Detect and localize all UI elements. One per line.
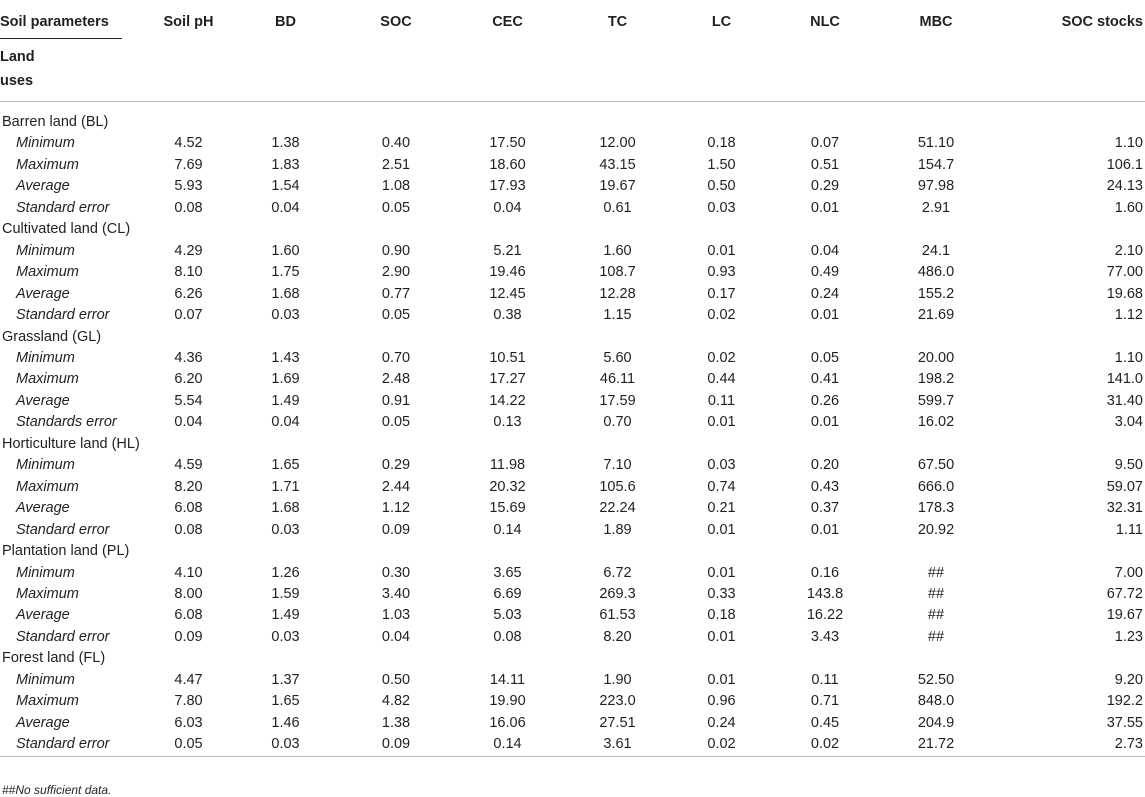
table-cell: 0.18 (707, 135, 736, 152)
table-cell: 4.29 (174, 242, 203, 259)
table-body (0, 102, 1145, 757)
table-cell: 1.89 (603, 521, 632, 538)
table-cell: 12.45 (489, 285, 526, 302)
table-cell: 2.73 (1005, 734, 1145, 756)
stat-label: Standard error (16, 199, 110, 216)
table-cell: 0.20 (810, 457, 840, 474)
soil-parameters-table (0, 10, 1145, 757)
table-cell: ## (927, 585, 945, 602)
table-cell: 24.1 (921, 242, 951, 259)
table-row (0, 691, 1145, 712)
table-cell: 0.71 (810, 693, 840, 710)
table-row (0, 155, 1145, 176)
table-cell: 24.13 (1106, 178, 1143, 195)
table-cell: 178.3 (917, 500, 955, 517)
table-cell: 2.90 (381, 264, 411, 281)
table-cell: 0.01 (810, 414, 840, 431)
table-cell: 1.37 (271, 671, 300, 688)
table-cell: 1.38 (271, 135, 300, 152)
table-cell: 0.08 (174, 521, 203, 538)
table-cell: 7.10 (603, 457, 632, 474)
table-cell: 0.91 (381, 392, 411, 409)
group-label: Cultivated land (CL) (2, 221, 131, 238)
table-cell: 198.2 (917, 371, 955, 388)
table-cell: 192.2 (1106, 693, 1143, 710)
table-cell: 0.11 (707, 392, 736, 409)
col-header-nlc: NLC (810, 14, 840, 30)
table-cell: 0.50 (707, 178, 736, 195)
table-cell: 2.51 (381, 156, 411, 173)
table-cell: 0.70 (603, 414, 632, 431)
table-cell: 0.04 (271, 414, 300, 431)
table-cell: 0.33 (707, 585, 736, 602)
table-cell: 269.3 (599, 585, 636, 602)
table-cell: 154.7 (917, 156, 955, 173)
table-cell: 2.44 (381, 478, 411, 495)
table-cell: 0.45 (810, 714, 840, 731)
table-cell: 0.03 (245, 734, 352, 756)
table-cell: 1.08 (381, 178, 411, 195)
stat-label: Minimum (16, 135, 75, 152)
table-cell: 1.83 (271, 156, 300, 173)
table-cell: 17.27 (489, 371, 526, 388)
group-row (0, 434, 1145, 455)
table-cell: 1.11 (1115, 521, 1143, 538)
footnote: ##No sufficient data. (2, 783, 112, 797)
stat-label: Minimum (16, 349, 75, 366)
table-cell: 105.6 (599, 478, 636, 495)
table-cell: 848.0 (917, 693, 955, 710)
stat-label: Standard error (16, 628, 110, 645)
table-cell: 4.47 (174, 671, 203, 688)
table-cell: 16.22 (806, 607, 844, 624)
header-stub (0, 10, 158, 102)
group-row (0, 648, 1145, 669)
table-cell: 9.20 (1114, 671, 1143, 688)
col-header-soil-ph: Soil pH (163, 14, 214, 30)
table-cell: 0.74 (707, 478, 736, 495)
table-row (0, 563, 1145, 584)
table-cell: 0.03 (707, 199, 736, 216)
group-row (0, 102, 1145, 134)
stat-label: Maximum (16, 693, 79, 710)
table-cell: 155.2 (917, 285, 955, 302)
table-cell: 141.0 (1106, 371, 1143, 388)
table-cell: ## (927, 628, 945, 645)
table-cell: 14.22 (489, 392, 526, 409)
table-cell: ## (927, 564, 945, 581)
table-cell: 1.54 (271, 178, 300, 195)
table-cell: 1.60 (603, 242, 632, 259)
table-cell: 5.03 (493, 607, 522, 624)
table-cell: 1.75 (271, 264, 300, 281)
table-cell: 0.49 (810, 264, 840, 281)
table-cell: 0.21 (707, 500, 736, 517)
table-cell: 0.07 (174, 307, 203, 324)
col-header-mbc: MBC (919, 14, 953, 30)
table-cell: 0.08 (493, 628, 522, 645)
table-cell: 0.90 (381, 242, 411, 259)
stat-label: Average (16, 500, 70, 517)
table-cell: 1.12 (381, 500, 411, 517)
table-cell: 0.01 (707, 414, 736, 431)
table-cell: 1.15 (603, 307, 632, 324)
table-cell: 0.05 (810, 349, 840, 366)
table-row (0, 477, 1145, 498)
table-cell: 37.55 (1106, 714, 1143, 731)
table-cell: 77.00 (1106, 264, 1143, 281)
table-cell: 0.44 (707, 371, 736, 388)
table-cell: 0.09 (352, 734, 466, 756)
table-cell: 1.38 (381, 714, 411, 731)
group-label: Barren land (BL) (2, 114, 109, 130)
table-cell: 0.01 (707, 564, 736, 581)
table-cell: ## (927, 607, 945, 624)
group-label: Grassland (GL) (2, 328, 102, 345)
table-row (0, 734, 1145, 756)
table-cell: 1.59 (271, 585, 300, 602)
group-row (0, 541, 1145, 562)
table-cell: 17.50 (489, 135, 526, 152)
table-cell: 1.46 (271, 714, 300, 731)
table-cell: 0.40 (381, 135, 411, 152)
table-cell: 108.7 (599, 264, 636, 281)
table-cell: 0.14 (493, 521, 522, 538)
table-cell: 1.43 (271, 349, 300, 366)
table-row (0, 412, 1145, 433)
table-cell: 0.03 (707, 457, 736, 474)
table-cell: 0.05 (381, 307, 411, 324)
table-cell: 0.04 (810, 242, 840, 259)
stat-label: Minimum (16, 564, 75, 581)
col-header-soc: SOC (380, 14, 412, 30)
table-cell: 17.93 (489, 178, 526, 195)
table-cell: 0.61 (603, 199, 632, 216)
table-cell: 6.08 (174, 500, 203, 517)
group-row (0, 327, 1145, 348)
table-cell: 1.10 (1114, 349, 1143, 366)
group-label: Horticulture land (HL) (2, 435, 140, 452)
table-cell: 0.02 (686, 734, 783, 756)
col-header-cec: CEC (492, 14, 523, 30)
table-cell: 1.68 (271, 285, 300, 302)
stat-label: Maximum (16, 478, 79, 495)
table-cell: 0.01 (707, 521, 736, 538)
table-row (0, 284, 1145, 305)
table-cell: 4.82 (381, 693, 411, 710)
table-cell: 14.11 (489, 671, 526, 688)
table-row (0, 305, 1145, 326)
table-cell: 3.43 (810, 628, 840, 645)
table-cell: 1.65 (271, 457, 300, 474)
table-cell: 6.08 (174, 607, 203, 624)
table-cell: 12.28 (599, 285, 636, 302)
table-cell: 16.06 (489, 714, 526, 731)
table-cell: 0.43 (810, 478, 840, 495)
table-row (0, 133, 1145, 154)
stat-label: Minimum (16, 242, 75, 259)
table-cell: 9.50 (1114, 457, 1143, 474)
table-row (0, 391, 1145, 412)
table-cell: 6.03 (174, 714, 203, 731)
stat-label: Standard error (0, 734, 158, 756)
table-cell: 61.53 (599, 607, 636, 624)
table-cell: 4.36 (174, 349, 203, 366)
table-cell: 6.20 (174, 371, 203, 388)
table-cell: 0.18 (707, 607, 736, 624)
table-cell: 1.68 (271, 500, 300, 517)
table-cell: 599.7 (917, 392, 955, 409)
stat-label: Average (16, 607, 70, 624)
table-cell: 0.01 (810, 199, 840, 216)
table-cell: 4.10 (174, 564, 203, 581)
table-cell: 1.50 (707, 156, 736, 173)
table-cell: 204.9 (917, 714, 955, 731)
stat-label: Standard error (16, 307, 110, 324)
table-cell: 0.38 (493, 307, 522, 324)
table-cell: 22.24 (599, 500, 636, 517)
table-cell: 0.01 (810, 521, 840, 538)
table-cell: 0.08 (174, 199, 203, 216)
table-cell: 0.04 (174, 414, 203, 431)
table-cell: 0.93 (707, 264, 736, 281)
table-row (0, 198, 1145, 219)
table-cell: 0.05 (381, 414, 411, 431)
table-cell: 4.52 (174, 135, 203, 152)
table-cell: 0.17 (707, 285, 736, 302)
table-row (0, 262, 1145, 283)
table-cell: 2.91 (921, 199, 951, 216)
table-cell: 32.31 (1106, 500, 1143, 517)
table-cell: 19.67 (1106, 607, 1143, 624)
table-cell: 0.24 (810, 285, 840, 302)
table-cell: 0.96 (707, 693, 736, 710)
table-cell: 5.21 (493, 242, 522, 259)
table-cell: 7.80 (174, 693, 203, 710)
param-label: Soil parameters (0, 10, 122, 39)
table-cell: 2.10 (1114, 242, 1143, 259)
table-cell: 0.05 (158, 734, 245, 756)
table-cell: 19.90 (489, 693, 526, 710)
table-row (0, 241, 1145, 262)
table-cell: 0.29 (810, 178, 840, 195)
table-cell: 8.00 (174, 585, 203, 602)
group-row (0, 219, 1145, 240)
table-header (0, 10, 1145, 102)
table-cell: 1.65 (271, 693, 300, 710)
table-cell: 0.02 (783, 734, 893, 756)
table-cell: 106.1 (1106, 156, 1143, 173)
table-cell: 97.98 (917, 178, 955, 195)
table-cell: 0.13 (493, 414, 522, 431)
table-cell: 11.98 (489, 457, 526, 474)
col-header-bd: BD (275, 14, 296, 30)
table-cell: 43.15 (599, 156, 636, 173)
stat-label: Minimum (16, 671, 75, 688)
table-row (0, 627, 1145, 648)
table-cell: 6.69 (493, 585, 522, 602)
table-cell: 21.72 (893, 734, 1005, 756)
table-cell: 19.68 (1106, 285, 1143, 302)
uses-label: Land uses (0, 49, 35, 89)
table-cell: 0.11 (811, 671, 839, 688)
table-cell: 1.23 (1114, 628, 1143, 645)
table-cell: 5.60 (603, 349, 632, 366)
table-cell: 10.51 (489, 349, 526, 366)
table-cell: 3.04 (1114, 414, 1143, 431)
table-cell: 1.10 (1114, 135, 1143, 152)
table-cell: 8.20 (174, 478, 203, 495)
stat-label: Maximum (16, 264, 79, 281)
table-cell: 1.71 (271, 478, 300, 495)
table-cell: 5.54 (174, 392, 203, 409)
stat-label: Minimum (16, 457, 75, 474)
table-cell: 20.32 (489, 478, 526, 495)
table-cell: 1.90 (603, 671, 632, 688)
table-row (0, 605, 1145, 626)
table-row (0, 520, 1145, 541)
table-cell: 3.40 (381, 585, 411, 602)
table-cell: 0.07 (810, 135, 840, 152)
header-row (0, 10, 1145, 102)
table-cell: 0.37 (810, 500, 840, 517)
table-cell: 666.0 (917, 478, 955, 495)
stat-label: Average (16, 714, 70, 731)
table-cell: 0.02 (707, 349, 736, 366)
col-header-lc: LC (711, 14, 732, 30)
table-cell: 0.14 (466, 734, 575, 756)
stat-label: Maximum (16, 585, 79, 602)
table-cell: 0.30 (381, 564, 411, 581)
table-row (0, 348, 1145, 369)
table-cell: 0.05 (381, 199, 411, 216)
table-cell: 1.49 (271, 607, 300, 624)
table-cell: 143.8 (806, 585, 844, 602)
table-cell: 0.02 (707, 307, 736, 324)
table-cell: 0.24 (707, 714, 736, 731)
stat-label: Standards error (16, 414, 117, 431)
table-cell: 0.01 (707, 242, 736, 259)
table-cell: 223.0 (599, 693, 636, 710)
group-label: Forest land (FL) (2, 650, 106, 667)
table-cell: 0.77 (381, 285, 411, 302)
stat-label: Maximum (16, 371, 79, 388)
table-cell: 0.09 (174, 628, 203, 645)
table-cell: 1.49 (271, 392, 300, 409)
table-cell: 0.50 (381, 671, 411, 688)
table-cell: 52.50 (917, 671, 955, 688)
table-cell: 0.16 (810, 564, 840, 581)
table-cell: 20.92 (917, 521, 955, 538)
col-header-soc-stocks: SOC stocks (1061, 14, 1143, 30)
col-header-tc: TC (607, 14, 628, 30)
table-cell: 0.04 (493, 199, 522, 216)
table-cell: 20.00 (917, 349, 955, 366)
table-cell: 0.01 (707, 628, 736, 645)
table-cell: 7.00 (1114, 564, 1143, 581)
table-cell: 12.00 (599, 135, 636, 152)
group-label: Plantation land (PL) (2, 543, 130, 560)
table-cell: 18.60 (489, 156, 526, 173)
table-cell: 67.72 (1106, 585, 1143, 602)
table-row (0, 584, 1145, 605)
table-cell: 6.26 (174, 285, 203, 302)
stat-label: Average (16, 392, 70, 409)
table-cell: 0.03 (271, 521, 300, 538)
table-cell: 3.65 (493, 564, 522, 581)
table-cell: 19.67 (599, 178, 636, 195)
table-cell: 7.69 (174, 156, 203, 173)
table-cell: 486.0 (917, 264, 955, 281)
stat-label: Average (16, 285, 70, 302)
table-row (0, 713, 1145, 734)
table-cell: 1.60 (1114, 199, 1143, 216)
table-cell: 67.50 (917, 457, 955, 474)
table-cell: 6.72 (603, 564, 632, 581)
table-cell: 0.01 (707, 671, 736, 688)
table-row (0, 176, 1145, 197)
table-cell: 8.10 (174, 264, 203, 281)
table-row (0, 498, 1145, 519)
table-cell: 5.93 (174, 178, 203, 195)
table-cell: 0.04 (271, 199, 300, 216)
table-cell: 3.61 (575, 734, 686, 756)
table-cell: 8.20 (603, 628, 632, 645)
table-cell: 0.29 (381, 457, 411, 474)
table-cell: 1.69 (271, 371, 300, 388)
table-cell: 0.41 (810, 371, 840, 388)
table-cell: 0.03 (271, 307, 300, 324)
table-cell: 0.70 (381, 349, 411, 366)
table-row (0, 455, 1145, 476)
table-cell: 0.04 (381, 628, 411, 645)
table-cell: 1.12 (1114, 307, 1143, 324)
table-cell: 0.09 (381, 521, 411, 538)
table-row (0, 369, 1145, 390)
table-cell: 1.60 (271, 242, 300, 259)
table-cell: 1.03 (381, 607, 411, 624)
table-cell: 31.40 (1106, 392, 1143, 409)
table-cell: 2.48 (381, 371, 411, 388)
table-cell: 27.51 (599, 714, 636, 731)
table-cell: 19.46 (489, 264, 526, 281)
table-cell: 0.01 (810, 307, 840, 324)
table-cell: 1.26 (271, 564, 300, 581)
table-row (0, 670, 1145, 691)
table-cell: 17.59 (599, 392, 636, 409)
table-cell: 4.59 (174, 457, 203, 474)
table-cell: 46.11 (599, 371, 636, 388)
stat-label: Maximum (16, 156, 79, 173)
table-cell: 21.69 (917, 307, 955, 324)
table-cell: 59.07 (1106, 478, 1143, 495)
stat-label: Average (16, 178, 70, 195)
table-cell: 0.51 (810, 156, 840, 173)
table-cell: 16.02 (917, 414, 955, 431)
table-cell: 15.69 (489, 500, 526, 517)
stat-label: Standard error (16, 521, 110, 538)
table-cell: 0.26 (810, 392, 840, 409)
table-cell: 0.03 (271, 628, 300, 645)
table-cell: 51.10 (917, 135, 955, 152)
